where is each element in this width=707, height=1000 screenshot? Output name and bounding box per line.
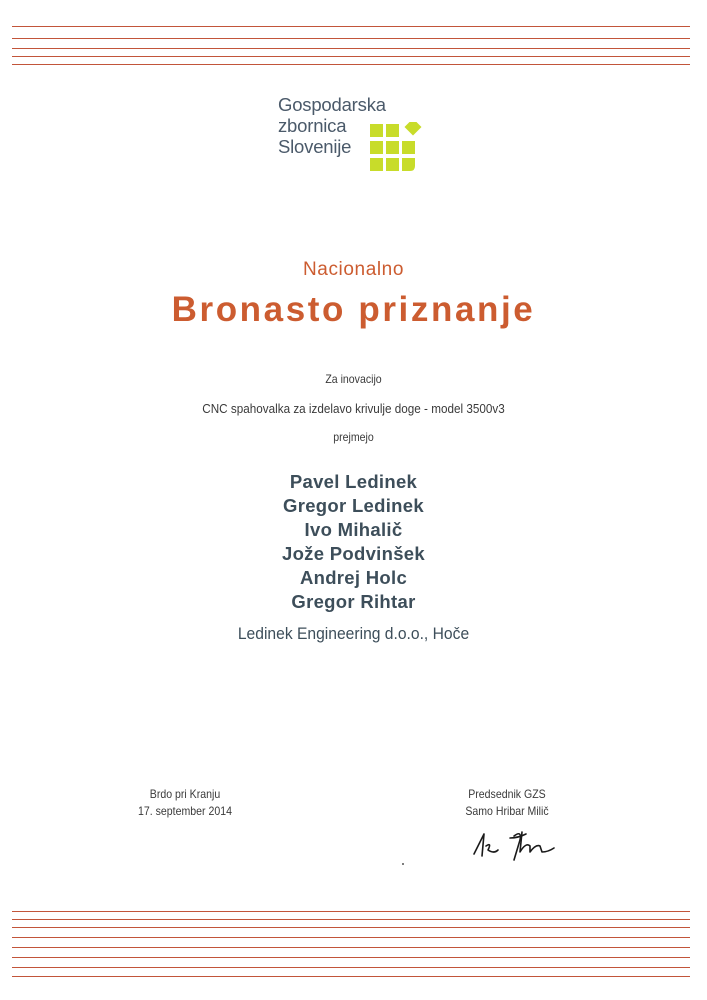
date: 17. september 2014 — [138, 804, 232, 818]
handwritten-signature — [470, 826, 558, 864]
top-border-rules — [12, 26, 690, 66]
recipient-name: Gregor Ledinek — [283, 495, 424, 516]
for-innovation-label: Za inovacijo — [325, 372, 382, 386]
logo-line-3: Slovenije — [278, 136, 352, 157]
recipient-name: Jože Podvinšek — [281, 543, 425, 564]
company-name: Ledinek Engineering d.o.o., Hoče — [237, 624, 470, 643]
place-and-date — [137, 786, 234, 820]
logo-line-2: zbornica — [278, 115, 347, 136]
signatory-name: Samo Hribar Milič — [465, 804, 549, 818]
signatory-title: Predsednik GZS — [468, 787, 546, 801]
award-title: Bronasto priznanje — [171, 290, 536, 329]
recipient-name: Pavel Ledinek — [289, 471, 418, 492]
logo-line-1: Gospodarska — [278, 94, 386, 115]
gzs-logo — [278, 94, 428, 176]
location: Brdo pri Kranju — [149, 787, 221, 801]
recipient-name: Andrej Holc — [299, 567, 408, 588]
bottom-border-rules — [12, 911, 690, 977]
signatory-block — [452, 786, 563, 820]
innovation-name: CNC spahovalka za izdelavo krivulje doge - model 3500v3 — [202, 401, 505, 416]
recipient-name: Gregor Rihtar — [291, 591, 416, 612]
recipient-name: Ivo Mihalič — [304, 519, 403, 540]
received-label: prejmejo — [333, 430, 374, 444]
ink-dot — [402, 863, 404, 865]
award-level: Nacionalno — [302, 259, 405, 280]
recipient-list — [0, 470, 707, 614]
logo-grid-mark-icon — [368, 122, 428, 174]
